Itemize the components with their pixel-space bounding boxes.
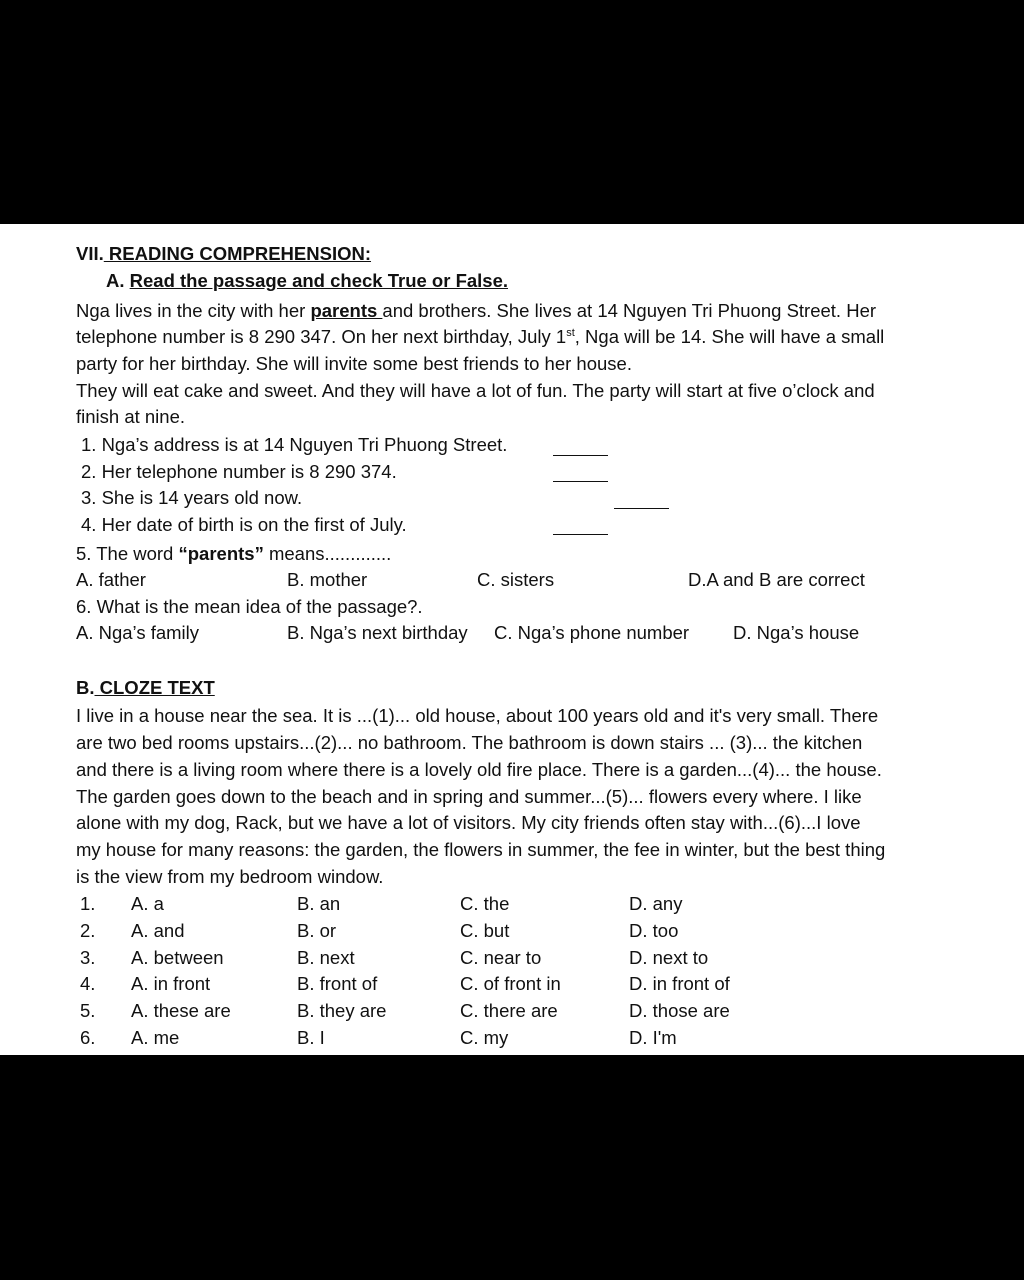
cloze-row-number: 3.: [80, 947, 96, 968]
tf-item-2: 2. Her telephone number is 8 290 374.: [81, 461, 397, 482]
cloze-option-c[interactable]: C. there are: [460, 1000, 558, 1021]
passage-a-line-1: Nga lives in the city with her parents and brothers. She lives at 14 Nguyen Tri Phuong Street. Her: [76, 300, 877, 321]
cloze-option-b[interactable]: B. or: [297, 920, 337, 941]
cloze-row-number: 2.: [80, 920, 96, 941]
tf-item-3: 3. She is 14 years old now.: [81, 487, 303, 508]
q5-suffix: means.............: [263, 543, 392, 564]
passage-b-line-5: alone with my dog, Rack, but we have a lot of visitors. My city friends often stay with...(6)...I love: [76, 812, 861, 833]
q5-option-b[interactable]: B. mother: [287, 569, 368, 590]
part-a-heading: A. Read the passage and check True or False.: [106, 270, 509, 291]
cloze-option-a[interactable]: A. and: [131, 920, 185, 941]
cloze-option-c[interactable]: C. of front in: [460, 973, 561, 994]
passage-b-line-2: are two bed rooms upstairs...(2)... no bathroom. The bathroom is down stairs ... (3)... the kitchen: [76, 732, 863, 753]
cloze-row-number: 1.: [80, 893, 96, 914]
cloze-option-a[interactable]: A. between: [131, 947, 224, 968]
q6-option-a[interactable]: A. Nga’s family: [76, 622, 200, 643]
cloze-row-number: 5.: [80, 1000, 96, 1021]
section-title: [76, 242, 371, 266]
section-title-text: READING COMPREHENSION:: [103, 243, 372, 264]
q6-option-b[interactable]: B. Nga’s next birthday: [287, 622, 468, 643]
cloze-option-a[interactable]: A. me: [131, 1027, 180, 1048]
tf-item-4: 4. Her date of birth is on the first of July.: [81, 514, 407, 535]
cloze-option-b[interactable]: B. next: [297, 947, 355, 968]
passage-a-line-5: finish at nine.: [76, 406, 186, 427]
part-b-heading: B. CLOZE TEXT: [76, 677, 215, 698]
cloze-option-c[interactable]: C. my: [460, 1027, 509, 1048]
question-6: 6. What is the mean idea of the passage?.: [76, 596, 423, 617]
cloze-row-number: 6.: [80, 1027, 96, 1048]
cloze-option-d[interactable]: D. those are: [629, 1000, 730, 1021]
q6-option-d[interactable]: D. Nga’s house: [733, 622, 860, 643]
cloze-option-c[interactable]: C. but: [460, 920, 510, 941]
q5-option-c[interactable]: C. sisters: [477, 569, 555, 590]
passage-a-line-2: telephone number is 8 290 347. On her next birthday, July 1st, Nga will be 14. She will have a small: [76, 326, 885, 347]
cloze-option-d[interactable]: D. any: [629, 893, 683, 914]
cloze-option-a[interactable]: A. in front: [131, 973, 211, 994]
cloze-option-c[interactable]: C. near to: [460, 947, 542, 968]
cloze-option-c[interactable]: C. the: [460, 893, 510, 914]
cloze-option-d[interactable]: D. I'm: [629, 1027, 677, 1048]
q5-word: “parents”: [178, 543, 264, 564]
passage-b-line-4: The garden goes down to the beach and in spring and summer...(5)... flowers every where. I like: [76, 786, 862, 807]
tf-item-1: 1. Nga’s address is at 14 Nguyen Tri Phuong Street.: [81, 434, 508, 455]
section-number: VII.: [76, 243, 104, 264]
cloze-option-a[interactable]: A. a: [131, 893, 164, 914]
cloze-row-number: 4.: [80, 973, 96, 994]
passage-b-line-3: and there is a living room where there is a lovely old fire place. There is a garden...(4)... the house.: [76, 759, 882, 780]
cloze-option-d[interactable]: D. too: [629, 920, 679, 941]
passage-b-line-1: I live in a house near the sea. It is ...(1)... old house, about 100 years old and it's very small. There: [76, 705, 879, 726]
cloze-option-b[interactable]: B. an: [297, 893, 341, 914]
cloze-option-b[interactable]: B. they are: [297, 1000, 387, 1021]
cloze-option-d[interactable]: D. next to: [629, 947, 709, 968]
tf-answer-blank-2[interactable]: [553, 481, 608, 482]
cloze-option-b[interactable]: B. I: [297, 1027, 325, 1048]
tf-answer-blank-1[interactable]: [553, 455, 608, 456]
q5-option-d[interactable]: D.A and B are correct: [688, 569, 865, 590]
cloze-option-d[interactable]: D. in front of: [629, 973, 730, 994]
worksheet-page: [0, 224, 1024, 1055]
passage-b-line-6: my house for many reasons: the garden, the flowers in summer, the fee in winter, but the best thing: [76, 839, 886, 860]
q5-option-a[interactable]: A. father: [76, 569, 146, 590]
question-5: [76, 542, 391, 566]
tf-answer-blank-3[interactable]: [614, 508, 669, 509]
cloze-option-b[interactable]: B. front of: [297, 973, 378, 994]
passage-b-line-7: is the view from my bedroom window.: [76, 866, 384, 887]
q5-prefix: 5. The word: [76, 543, 179, 564]
tf-answer-blank-4[interactable]: [553, 534, 608, 535]
q6-option-c[interactable]: C. Nga’s phone number: [494, 622, 690, 643]
passage-a-line-3: party for her birthday. She will invite some best friends to her house.: [76, 353, 632, 374]
cloze-option-a[interactable]: A. these are: [131, 1000, 231, 1021]
passage-a-line-4: They will eat cake and sweet. And they will have a lot of fun. The party will start at five o’clock and: [76, 380, 875, 401]
